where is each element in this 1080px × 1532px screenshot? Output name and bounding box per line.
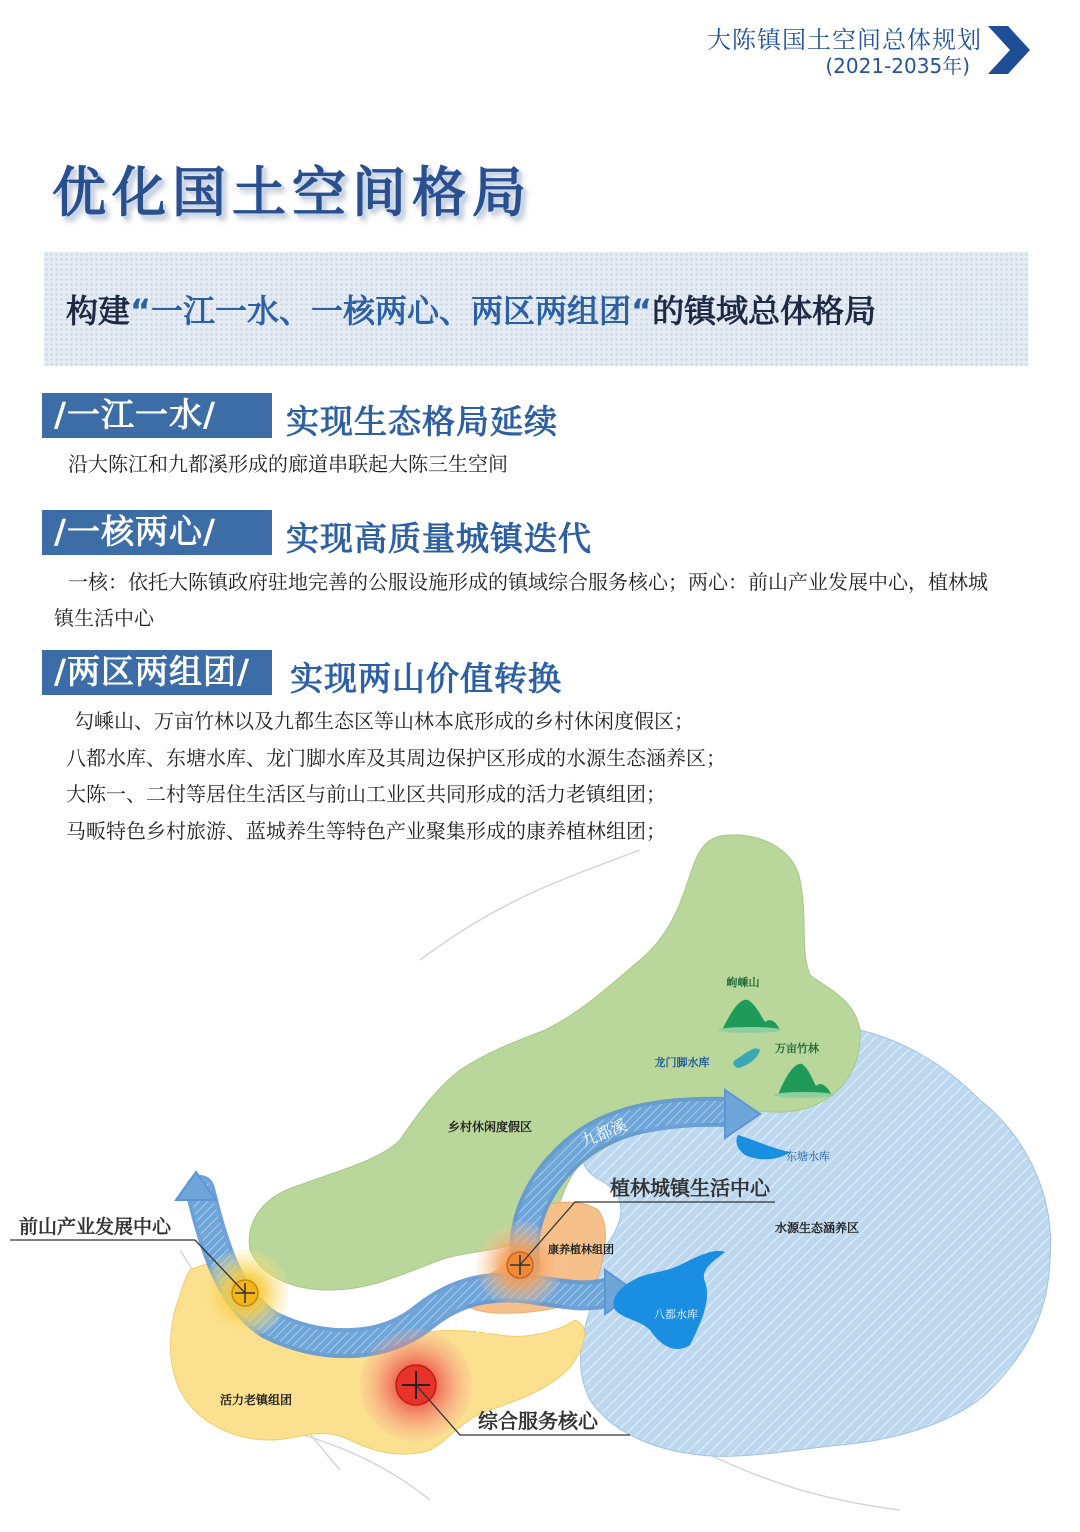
section-heading: 实现高质量城镇迭代 — [286, 519, 592, 558]
longmen-label: 龙门脚水库 — [654, 1056, 710, 1069]
banner-text — [66, 286, 876, 332]
divider — [42, 693, 272, 695]
section-line: 沿大陈江和九都溪形成的廊道串联起大陈三生空间 — [68, 452, 508, 476]
section-line: 大陈一、二村等居住生活区与前山工业区共同形成的活力老镇组团； — [66, 782, 666, 806]
summary-banner — [44, 252, 1028, 366]
badu-label: 八都水库 — [654, 1308, 698, 1321]
zhilin-center-label: 植林城镇生活中心 — [610, 1176, 770, 1200]
page-title: 优化国土空间格局 — [52, 161, 532, 224]
rural-zone-label: 乡村休闲度假区 — [447, 1120, 533, 1134]
banner-prefix: 构建 — [66, 292, 131, 330]
section-line: 一核：依托大陈镇政府驻地完善的公服设施形成的镇域综合服务核心；两心：前山产业发展中心，植林城 — [68, 570, 988, 594]
divider — [42, 553, 272, 555]
section-line: 马畈特色乡村旅游、蓝城养生等特色产业聚集形成的康养植林组团； — [66, 819, 666, 843]
core-label: 综合服务核心 — [478, 1409, 598, 1433]
section-tag: /一核两心/ — [42, 510, 272, 554]
old-town-label: 活力老镇组团 — [219, 1393, 293, 1407]
wanmu-label: 万亩竹林 — [775, 1042, 819, 1055]
header-subtitle: (2021-2035年) — [825, 54, 970, 78]
kangyang-label: 康养植林组团 — [548, 1243, 614, 1256]
jiuduxi-label: 九都溪 — [578, 1115, 630, 1151]
banner-suffix: 的镇域总体格局 — [652, 292, 877, 330]
section-tag: /一江一水/ — [42, 393, 272, 437]
banner-highlight: “一江一水、一核两心、两区两组团“ — [130, 292, 653, 330]
header-title: 大陈镇国土空间总体规划 — [707, 26, 982, 54]
section-line: 勾嵊山、万亩竹林以及九都生态区等山林本底形成的乡村休闲度假区； — [74, 709, 694, 733]
section-line: 镇生活中心 — [54, 606, 154, 630]
dachenjiang-label: 大陈江 — [472, 1316, 519, 1338]
goushengshan-label: 岣嵊山 — [726, 976, 760, 989]
section-tag: /两区两组团/ — [42, 650, 272, 694]
section-line: 八都水库、东塘水库、龙门脚水库及其周边保护区形成的水源生态涵养区； — [66, 746, 726, 770]
water-zone-label: 水源生态涵养区 — [774, 1221, 860, 1235]
qianshan-center-label: 前山产业发展中心 — [18, 1216, 172, 1238]
dongtang-label: 东塘水库 — [786, 1150, 830, 1163]
chevron-right-icon — [986, 26, 1030, 74]
section-heading: 实现两山价值转换 — [290, 659, 562, 698]
map-svg — [0, 820, 1080, 1528]
section-heading: 实现生态格局延续 — [286, 402, 558, 441]
divider — [42, 436, 272, 438]
spatial-pattern-map — [0, 820, 1080, 1528]
